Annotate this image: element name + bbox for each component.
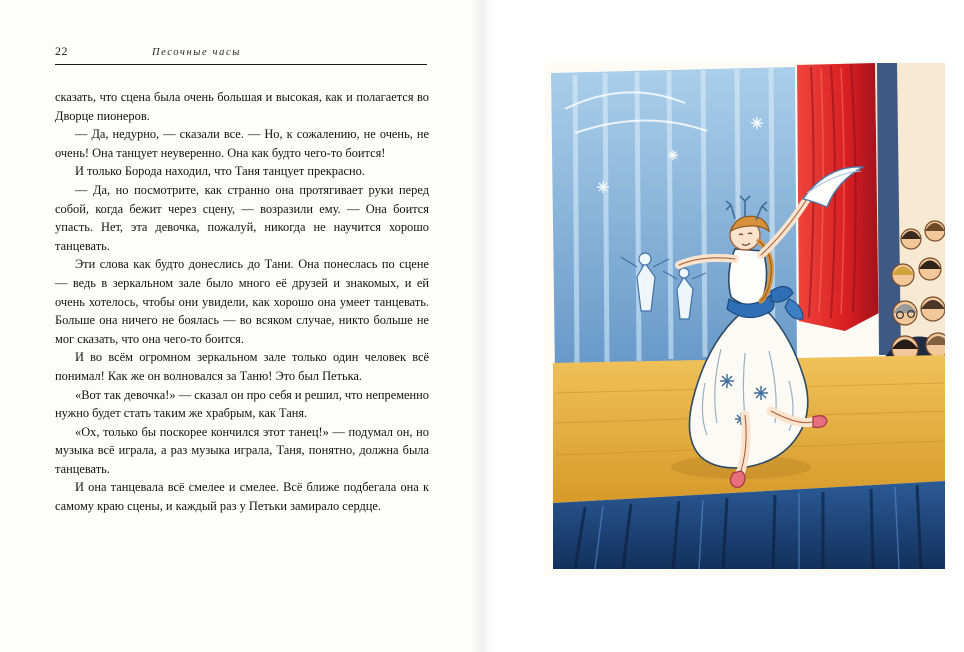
page-number: 22 bbox=[55, 44, 68, 58]
paragraph: И только Борода находил, что Таня танцует прекрасно. bbox=[75, 164, 365, 179]
header-rule bbox=[55, 64, 427, 65]
right-illustration-page bbox=[482, 0, 964, 652]
paragraph: сказать, что сцена была очень большая и высокая, как и полагается во Дворце пионеров. bbox=[55, 90, 429, 123]
paragraph: «Ох, только бы поскорее кончился этот танец!» — подумал он, но музыка всё играла, а раз музыка играла, Таня, понятно, должна была танцевать. bbox=[55, 424, 429, 476]
paragraph: И во всём огромном зеркальном зале только один человек всё понимал! Как же он волновался за Таню! Это был Петька. bbox=[55, 350, 429, 383]
body-text bbox=[55, 88, 429, 516]
paragraph: И она танцевала всё смелее и смелее. Всё ближе подбегала она к самому краю сцены, и каждый раз у Петьки замирало сердце. bbox=[55, 480, 429, 514]
paragraph: — Да, но посмотрите, как странно она протягивает руки перед собой, когда бежит через сцену, — возразили ему. — Она боится упасть. Нет, эта девочка, пожалуй, никогда не научится хорошо танцевать. bbox=[55, 182, 429, 253]
illustration bbox=[545, 63, 945, 575]
paragraph: — Да, недурно, — сказали все. — Но, к сожалению, не очень, не очень! Она танцует неуверенно. Она как будто чего-то боится! bbox=[55, 127, 429, 160]
paragraph: Эти слова как будто донеслись до Тани. Она понеслась по сцене — ведь в зеркальном зале было много её друзей и знакомых, и ей очень хотелось, чтобы они увидели, как хорошо она умеет танцевать. Больше она ничего не боялась — во всяком случае, никто больше не мог сказать, что она чего-то боится. bbox=[55, 257, 429, 346]
running-head: Песочные часы bbox=[152, 47, 241, 58]
paragraph: «Вот так девочка!» — сказал он про себя и решил, что непременно нужно будет стать таким же храбрым, как Таня. bbox=[55, 387, 429, 421]
page-header bbox=[55, 44, 427, 59]
